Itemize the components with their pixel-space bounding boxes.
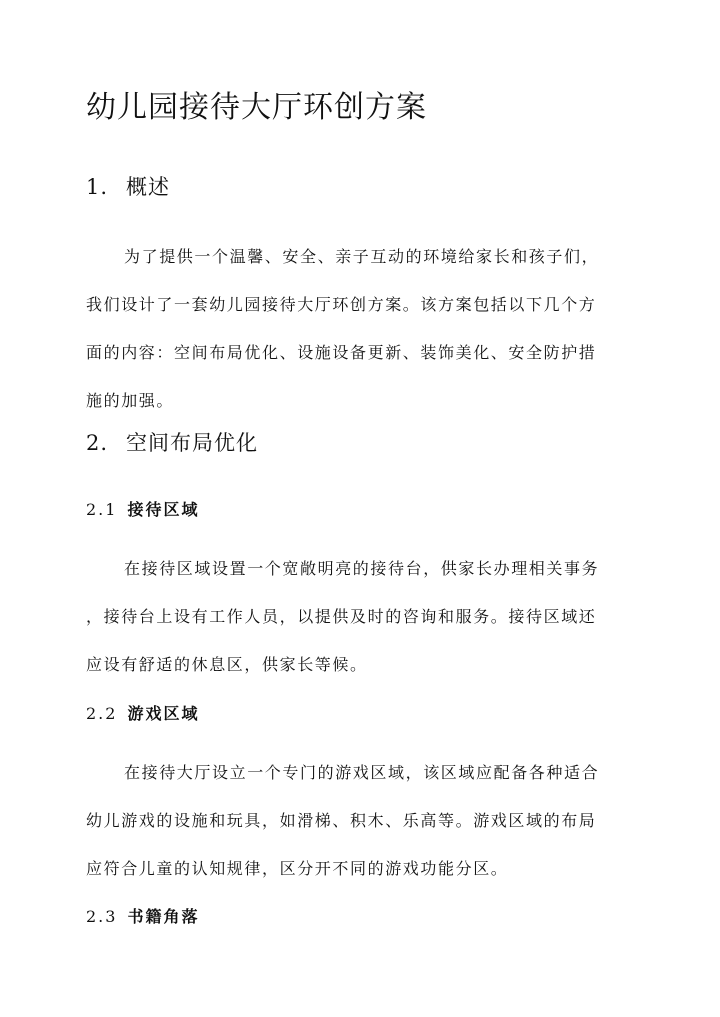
paragraph-line: 在接待大厅设立一个专门的游戏区域，该区域应配备各种适合 — [124, 763, 600, 782]
subsection-title: 接待区域 — [127, 500, 200, 519]
subsection-title: 书籍角落 — [127, 907, 200, 926]
subsection-2-1-heading — [86, 497, 199, 523]
subsection-2-1-paragraph — [86, 545, 634, 689]
section-title: 空间布局优化 — [126, 431, 259, 455]
paragraph-line: ，接待台上设有工作人员，以提供及时的咨询和服务。接待区域还 — [86, 607, 597, 626]
document-title: 幼儿园接待大厅环创方案 — [86, 90, 427, 125]
paragraph-line: 为了提供一个温馨、安全、亲子互动的环境给家长和孩子们， — [124, 247, 600, 266]
paragraph-line: 在接待区域设置一个宽敞明亮的接待台，供家长办理相关事务 — [124, 559, 600, 578]
paragraph-line: 施的加强。 — [86, 391, 175, 410]
paragraph-line: 我们设计了一套幼儿园接待大厅环创方案。该方案包括以下几个方 — [86, 295, 597, 314]
subsection-number: 2.1 — [86, 500, 118, 519]
subsection-2-2-paragraph — [86, 749, 634, 893]
paragraph-line: 幼儿游戏的设施和玩具，如滑梯、积木、乐高等。游戏区域的布局 — [86, 811, 597, 830]
section-1-heading — [86, 172, 170, 202]
subsection-number: 2.3 — [86, 907, 118, 926]
subsection-2-2-heading — [86, 701, 199, 727]
subsection-title: 游戏区域 — [127, 704, 200, 723]
subsection-2-3-heading — [86, 904, 199, 930]
subsection-number: 2.2 — [86, 704, 118, 723]
section-number: 2. — [86, 431, 109, 455]
paragraph-line: 面的内容：空间布局优化、设施设备更新、装饰美化、安全防护措 — [86, 343, 597, 362]
section-2-heading — [86, 428, 258, 458]
section-number: 1. — [86, 175, 109, 199]
section-1-paragraph — [86, 233, 634, 425]
paragraph-line: 应设有舒适的休息区，供家长等候。 — [86, 655, 368, 674]
paragraph-line: 应符合儿童的认知规律，区分开不同的游戏功能分区。 — [86, 859, 509, 878]
section-title: 概述 — [126, 175, 171, 199]
